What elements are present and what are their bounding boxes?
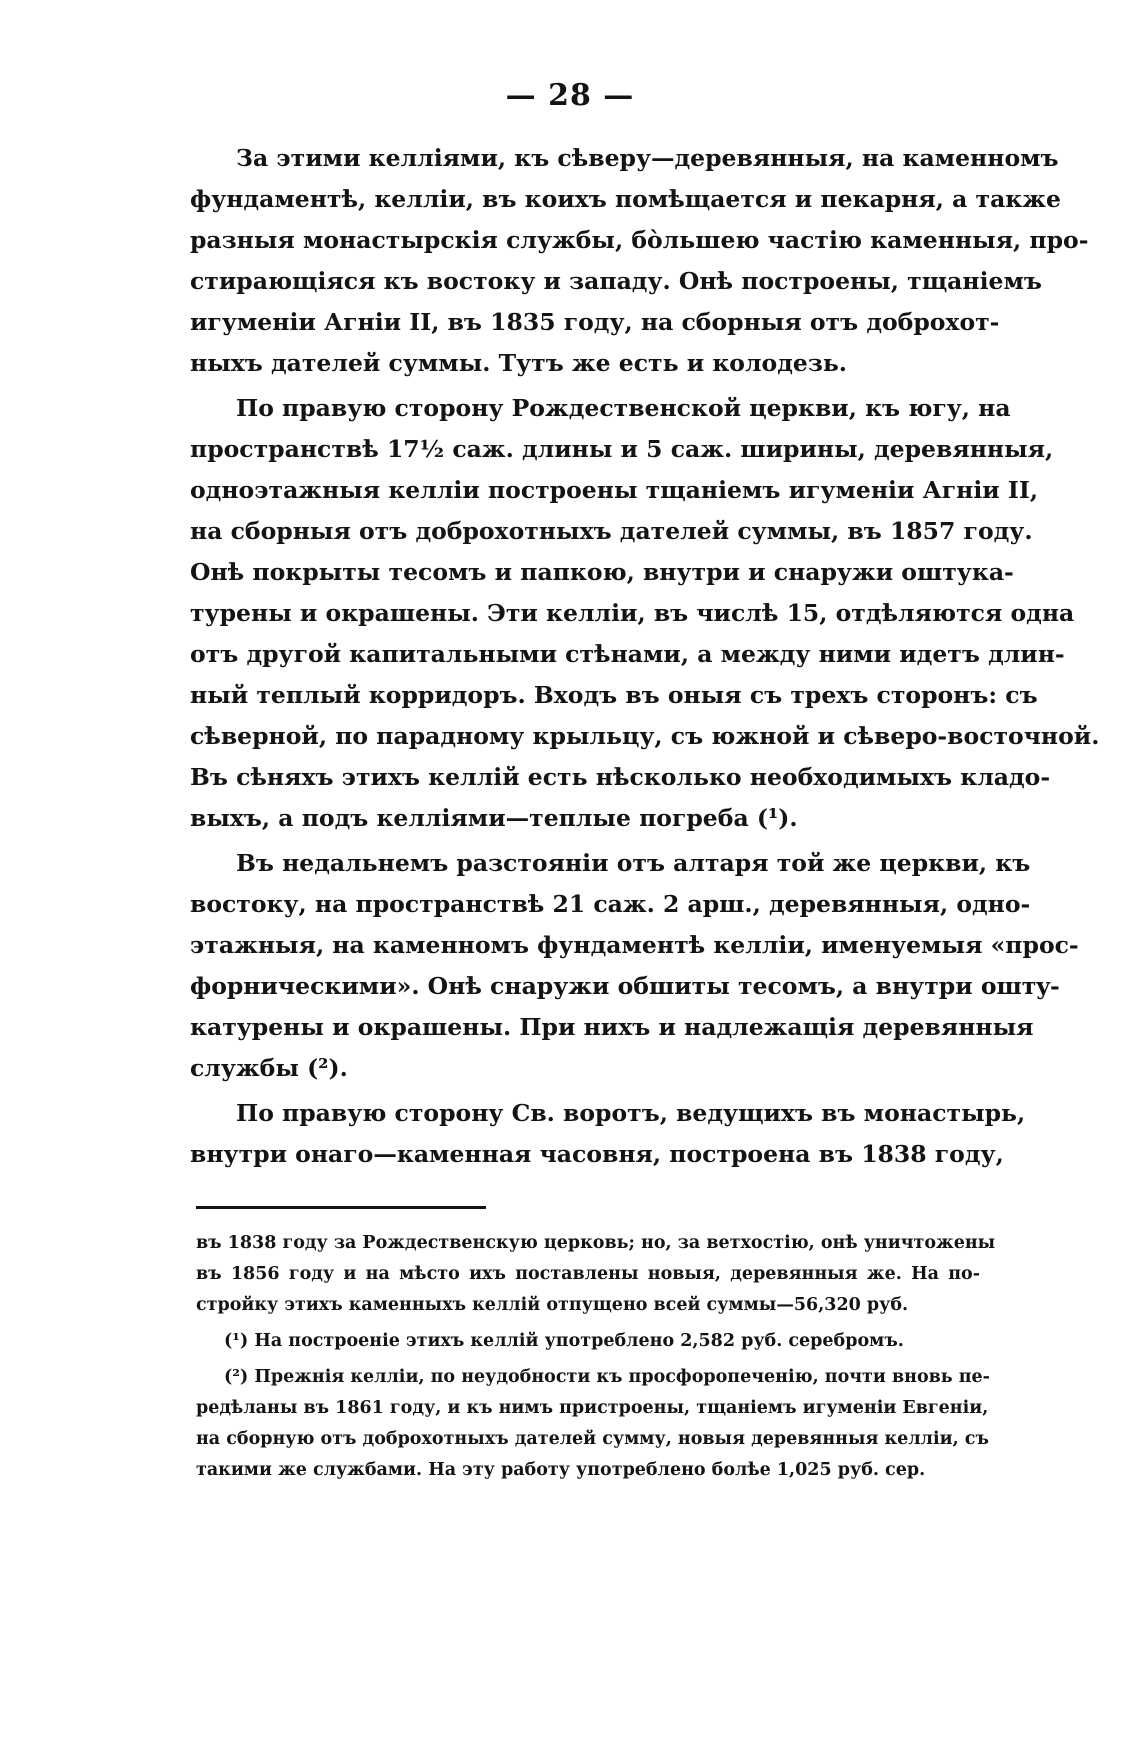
text-line: на сборныя отъ доброхотныхъ дателей суммы, въ 1857 году. — [190, 517, 1033, 545]
text-line: разныя монастырскія службы, бо̀льшею частію каменныя, про- — [190, 226, 1089, 254]
text-line: турены и окрашены. Эти келліи, въ числѣ 15, отдѣляются одна — [190, 599, 1075, 627]
text-line: По правую сторону Рождественской церкви, къ югу, на — [236, 394, 1011, 422]
text-line: службы (²). — [190, 1054, 348, 1082]
footnote-1: (¹) На построеніе этихъ келлій употреблено 2,582 руб. серебромъ. — [224, 1331, 904, 1351]
text-line: пространствѣ 17½ саж. длины и 5 саж. ширины, деревянныя, — [190, 435, 1054, 463]
text-line: ный теплый корридоръ. Входъ въ оныя съ трехъ сторонъ: съ — [190, 681, 1038, 709]
text-line: Онѣ покрыты тесомъ и папкою, внутри и снаружи оштука- — [190, 558, 1014, 586]
text-line: сѣверной, по парадному крыльцу, съ южной и сѣверо-восточной. — [190, 722, 1100, 750]
text-line: Въ сѣняхъ этихъ келлій есть нѣсколько необходимыхъ кладо- — [190, 763, 1051, 791]
text-line: внутри онаго—каменная часовня, построена въ 1838 году, — [190, 1140, 1004, 1168]
text-line: форническими». Онѣ снаружи обшиты тесомъ, а внутри оштy- — [190, 972, 1060, 1000]
text-line: По правую сторону Св. воротъ, ведущихъ въ монастырь, — [236, 1099, 1026, 1127]
text-line: катурены и окрашены. При нихъ и надлежащія деревянныя — [190, 1013, 1034, 1041]
text-line: выхъ, а подъ келліями—теплые погреба (¹). — [190, 804, 798, 832]
text-line: отъ другой капитальными стѣнами, а между ними идетъ длин- — [190, 640, 1065, 668]
footnote-2: (²) Прежнія келліи, по неудобности къ просфоропеченію, почти вновь пе- — [224, 1367, 990, 1387]
text-line: этажныя, на каменномъ фундаментѣ келліи, именуемыя «прос- — [190, 931, 1079, 959]
footnote-line: въ 1856 году и на мѣсто ихъ поставлены новыя, деревянныя же. На по- — [196, 1264, 980, 1284]
text-line: Въ недальнемъ разстояніи отъ алтаря той же церкви, къ — [236, 849, 1031, 877]
text-line: востоку, на пространствѣ 21 саж. 2 арш., деревянныя, одно- — [190, 890, 1031, 918]
main-text — [190, 138, 1100, 1175]
page-number: — 28 — — [505, 78, 635, 113]
footnote-line: въ 1838 году за Рождественскую церковь; но, за ветхостію, онѣ уничтожены — [196, 1233, 996, 1253]
footnote-line: на сборную отъ доброхотныхъ дателей сумму, новыя деревянныя келліи, съ — [196, 1429, 989, 1449]
text-line: фундаментѣ, келліи, въ коихъ помѣщается и пекарня, а также — [190, 185, 1061, 213]
footnote-line: стройку этихъ каменныхъ келлій отпущено всей суммы—56,320 руб. — [196, 1295, 909, 1315]
text-line: За этими келліями, къ сѣверу—деревянныя, на каменномъ — [236, 144, 1059, 172]
footnotes — [196, 1228, 996, 1486]
footnote-divider — [196, 1206, 486, 1209]
text-line: игуменіи Агніи II, въ 1835 году, на сборныя отъ доброхот- — [190, 308, 1000, 336]
text-line: одноэтажныя келліи построены тщаніемъ игуменіи Агніи II, — [190, 476, 1039, 504]
text-line: стирающіяся къ востоку и западу. Онѣ построены, тщаніемъ — [190, 267, 1042, 295]
footnote-line: редѣланы въ 1861 году, и къ нимъ пристроены, тщаніемъ игуменіи Евгеніи, — [196, 1398, 989, 1418]
text-line: ныхъ дателей суммы. Тутъ же есть и колодезь. — [190, 349, 847, 377]
footnote-line: такими же службами. На эту работу употреблено болѣе 1,025 руб. сер. — [196, 1460, 926, 1480]
